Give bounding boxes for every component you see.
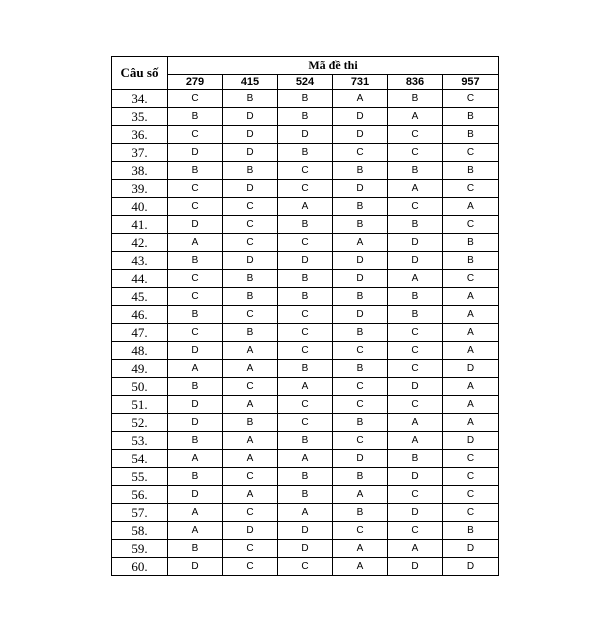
answer-cell: A [388, 270, 443, 288]
answer-cell: A [443, 378, 499, 396]
answer-cell: A [333, 90, 388, 108]
answer-cell: B [278, 288, 333, 306]
answer-cell: D [388, 252, 443, 270]
answer-cell: A [223, 450, 278, 468]
table-row [112, 216, 499, 234]
table-row [112, 360, 499, 378]
answer-cell: D [168, 414, 223, 432]
answer-cell: A [168, 522, 223, 540]
answer-cell: C [443, 180, 499, 198]
answer-cell: C [223, 558, 278, 576]
table-row [112, 468, 499, 486]
question-number: 51. [112, 396, 168, 414]
answer-cell: B [168, 468, 223, 486]
answer-cell: B [333, 360, 388, 378]
table-row [112, 378, 499, 396]
answer-cell: D [388, 504, 443, 522]
question-number: 50. [112, 378, 168, 396]
question-number: 35. [112, 108, 168, 126]
answer-cell: A [388, 432, 443, 450]
answer-cell: D [333, 108, 388, 126]
answer-cell: A [278, 504, 333, 522]
answer-cell: C [388, 126, 443, 144]
answer-cell: C [443, 504, 499, 522]
table-row [112, 108, 499, 126]
answer-key-table [111, 56, 499, 576]
table-row [112, 162, 499, 180]
question-number: 52. [112, 414, 168, 432]
table-row [112, 486, 499, 504]
exam-code-731: 731 [333, 75, 388, 90]
answer-cell: C [223, 234, 278, 252]
question-number: 55. [112, 468, 168, 486]
answer-cell: B [443, 126, 499, 144]
answer-cell: A [223, 432, 278, 450]
answer-cell: A [333, 540, 388, 558]
answer-cell: C [333, 396, 388, 414]
answer-cell: D [333, 450, 388, 468]
answer-cell: A [388, 180, 443, 198]
answer-cell: B [443, 108, 499, 126]
answer-cell: D [223, 108, 278, 126]
answer-cell: D [168, 486, 223, 504]
table-row [112, 450, 499, 468]
answer-cell: C [223, 540, 278, 558]
question-number: 39. [112, 180, 168, 198]
answer-cell: B [333, 162, 388, 180]
answer-cell: A [168, 360, 223, 378]
answer-cell: C [443, 450, 499, 468]
answer-cell: B [443, 252, 499, 270]
question-number: 44. [112, 270, 168, 288]
answer-cell: D [443, 432, 499, 450]
question-number: 59. [112, 540, 168, 558]
answer-cell: B [388, 90, 443, 108]
answer-cell: A [443, 198, 499, 216]
answer-cell: C [278, 306, 333, 324]
answer-cell: B [278, 144, 333, 162]
answer-cell: D [223, 126, 278, 144]
table-row [112, 198, 499, 216]
answer-cell: D [223, 522, 278, 540]
answer-cell: C [388, 360, 443, 378]
answer-cell: A [443, 324, 499, 342]
answer-cell: C [443, 270, 499, 288]
answer-cell: A [443, 288, 499, 306]
answer-cell: A [168, 504, 223, 522]
exam-code-957: 957 [443, 75, 499, 90]
table-row [112, 504, 499, 522]
answer-cell: C [278, 234, 333, 252]
table-row [112, 234, 499, 252]
table-row [112, 90, 499, 108]
answer-cell: B [278, 108, 333, 126]
answer-cell: B [223, 288, 278, 306]
answer-cell: C [223, 306, 278, 324]
table-row [112, 540, 499, 558]
exam-code-header: Mã đề thi [168, 57, 499, 75]
exam-code-row [112, 75, 499, 90]
answer-cell: D [443, 540, 499, 558]
answer-cell: A [223, 486, 278, 504]
question-number: 41. [112, 216, 168, 234]
answer-cell: C [168, 90, 223, 108]
answer-cell: C [388, 198, 443, 216]
answer-cell: C [223, 504, 278, 522]
answer-cell: D [333, 180, 388, 198]
answer-cell: C [168, 198, 223, 216]
question-number: 40. [112, 198, 168, 216]
answer-cell: A [388, 540, 443, 558]
answer-cell: A [388, 108, 443, 126]
answer-cell: C [388, 522, 443, 540]
answer-cell: A [333, 486, 388, 504]
answer-cell: B [443, 162, 499, 180]
answer-cell: B [278, 432, 333, 450]
answer-cell: A [443, 396, 499, 414]
answer-cell: D [333, 252, 388, 270]
answer-cell: B [168, 378, 223, 396]
table-row [112, 144, 499, 162]
answer-cell: C [333, 522, 388, 540]
answer-cell: B [168, 306, 223, 324]
answer-cell: A [388, 414, 443, 432]
answer-cell: A [443, 342, 499, 360]
answer-cell: B [333, 288, 388, 306]
question-number: 48. [112, 342, 168, 360]
answer-cell: D [278, 252, 333, 270]
answer-cell: A [443, 414, 499, 432]
question-number: 60. [112, 558, 168, 576]
question-number: 56. [112, 486, 168, 504]
question-number: 43. [112, 252, 168, 270]
answer-cell: C [223, 198, 278, 216]
answer-cell: B [333, 504, 388, 522]
question-number: 54. [112, 450, 168, 468]
answer-cell: B [388, 288, 443, 306]
answer-cell: D [443, 360, 499, 378]
answer-cell: B [443, 522, 499, 540]
question-number: 36. [112, 126, 168, 144]
question-number: 34. [112, 90, 168, 108]
answer-cell: C [333, 378, 388, 396]
answer-cell: B [333, 216, 388, 234]
answer-cell: C [223, 378, 278, 396]
exam-code-415: 415 [223, 75, 278, 90]
answer-cell: C [388, 144, 443, 162]
answer-cell: D [388, 468, 443, 486]
table-row [112, 252, 499, 270]
question-number: 47. [112, 324, 168, 342]
answer-cell: A [278, 378, 333, 396]
answer-cell: B [388, 306, 443, 324]
answer-cell: B [278, 486, 333, 504]
answer-cell: C [168, 324, 223, 342]
answer-cell: C [333, 342, 388, 360]
question-number: 49. [112, 360, 168, 378]
answer-cell: C [168, 180, 223, 198]
answer-cell: C [223, 216, 278, 234]
answer-cell: B [168, 108, 223, 126]
answer-cell: C [278, 324, 333, 342]
answer-cell: D [333, 306, 388, 324]
answer-cell: A [223, 342, 278, 360]
answer-cell: C [278, 162, 333, 180]
answer-cell: B [223, 324, 278, 342]
answer-cell: B [388, 216, 443, 234]
question-number: 58. [112, 522, 168, 540]
table-row [112, 558, 499, 576]
answer-cell: B [223, 270, 278, 288]
table-row [112, 522, 499, 540]
question-number-header: Câu số [112, 57, 168, 90]
answer-cell: D [278, 540, 333, 558]
answer-cell: C [168, 270, 223, 288]
answer-cell: A [333, 234, 388, 252]
answer-cell: B [223, 162, 278, 180]
answer-cell: A [278, 450, 333, 468]
table-row [112, 270, 499, 288]
answer-cell: B [168, 252, 223, 270]
answer-cell: B [333, 198, 388, 216]
answer-cell: B [168, 432, 223, 450]
question-number: 37. [112, 144, 168, 162]
answer-cell: D [333, 126, 388, 144]
answer-cell: D [443, 558, 499, 576]
answer-cell: D [388, 378, 443, 396]
answer-cell: B [278, 468, 333, 486]
answer-cell: B [443, 234, 499, 252]
answer-cell: C [278, 414, 333, 432]
answer-cell: D [223, 180, 278, 198]
answer-cell: D [333, 270, 388, 288]
table-row [112, 288, 499, 306]
answer-cell: D [223, 252, 278, 270]
exam-code-279: 279 [168, 75, 223, 90]
answer-cell: C [443, 144, 499, 162]
question-number: 57. [112, 504, 168, 522]
table-row [112, 432, 499, 450]
answer-cell: D [278, 126, 333, 144]
answer-cell: B [223, 90, 278, 108]
answer-cell: A [223, 396, 278, 414]
answer-cell: D [168, 144, 223, 162]
answer-cell: C [223, 468, 278, 486]
answer-cell: B [278, 360, 333, 378]
answer-cell: C [278, 558, 333, 576]
answer-cell: C [388, 342, 443, 360]
answer-cell: B [278, 270, 333, 288]
answer-cell: D [388, 558, 443, 576]
question-number: 38. [112, 162, 168, 180]
answer-cell: A [168, 234, 223, 252]
answer-cell: C [388, 486, 443, 504]
answer-cell: B [388, 450, 443, 468]
answer-cell: C [168, 126, 223, 144]
question-number: 53. [112, 432, 168, 450]
answer-cell: C [443, 216, 499, 234]
table-row [112, 180, 499, 198]
answer-cell: A [333, 558, 388, 576]
answer-cell: C [278, 180, 333, 198]
answer-cell: C [333, 432, 388, 450]
exam-code-524: 524 [278, 75, 333, 90]
answer-cell: D [223, 144, 278, 162]
answer-cell: C [333, 144, 388, 162]
answer-cell: D [168, 216, 223, 234]
answer-cell: C [443, 486, 499, 504]
answer-cell: B [278, 216, 333, 234]
question-number: 46. [112, 306, 168, 324]
question-number: 45. [112, 288, 168, 306]
table-row [112, 324, 499, 342]
answer-cell: B [278, 90, 333, 108]
answer-cell: A [443, 306, 499, 324]
table-row [112, 396, 499, 414]
answer-key-body [112, 90, 499, 576]
answer-cell: C [388, 396, 443, 414]
answer-cell: B [223, 414, 278, 432]
exam-code-836: 836 [388, 75, 443, 90]
answer-cell: C [388, 324, 443, 342]
answer-cell: D [168, 558, 223, 576]
answer-cell: B [333, 468, 388, 486]
answer-cell: C [278, 342, 333, 360]
answer-cell: C [443, 468, 499, 486]
answer-cell: D [278, 522, 333, 540]
answer-cell: D [388, 234, 443, 252]
answer-cell: B [168, 540, 223, 558]
answer-cell: C [278, 396, 333, 414]
answer-cell: B [168, 162, 223, 180]
answer-cell: A [168, 450, 223, 468]
table-row [112, 342, 499, 360]
table-row [112, 306, 499, 324]
answer-cell: B [388, 162, 443, 180]
answer-cell: B [333, 414, 388, 432]
answer-cell: B [333, 324, 388, 342]
table-row [112, 414, 499, 432]
table-row [112, 126, 499, 144]
answer-cell: D [168, 396, 223, 414]
answer-cell: D [168, 342, 223, 360]
answer-cell: C [443, 90, 499, 108]
answer-cell: A [278, 198, 333, 216]
answer-cell: C [168, 288, 223, 306]
answer-key-header [112, 57, 499, 90]
question-number: 42. [112, 234, 168, 252]
answer-cell: A [223, 360, 278, 378]
